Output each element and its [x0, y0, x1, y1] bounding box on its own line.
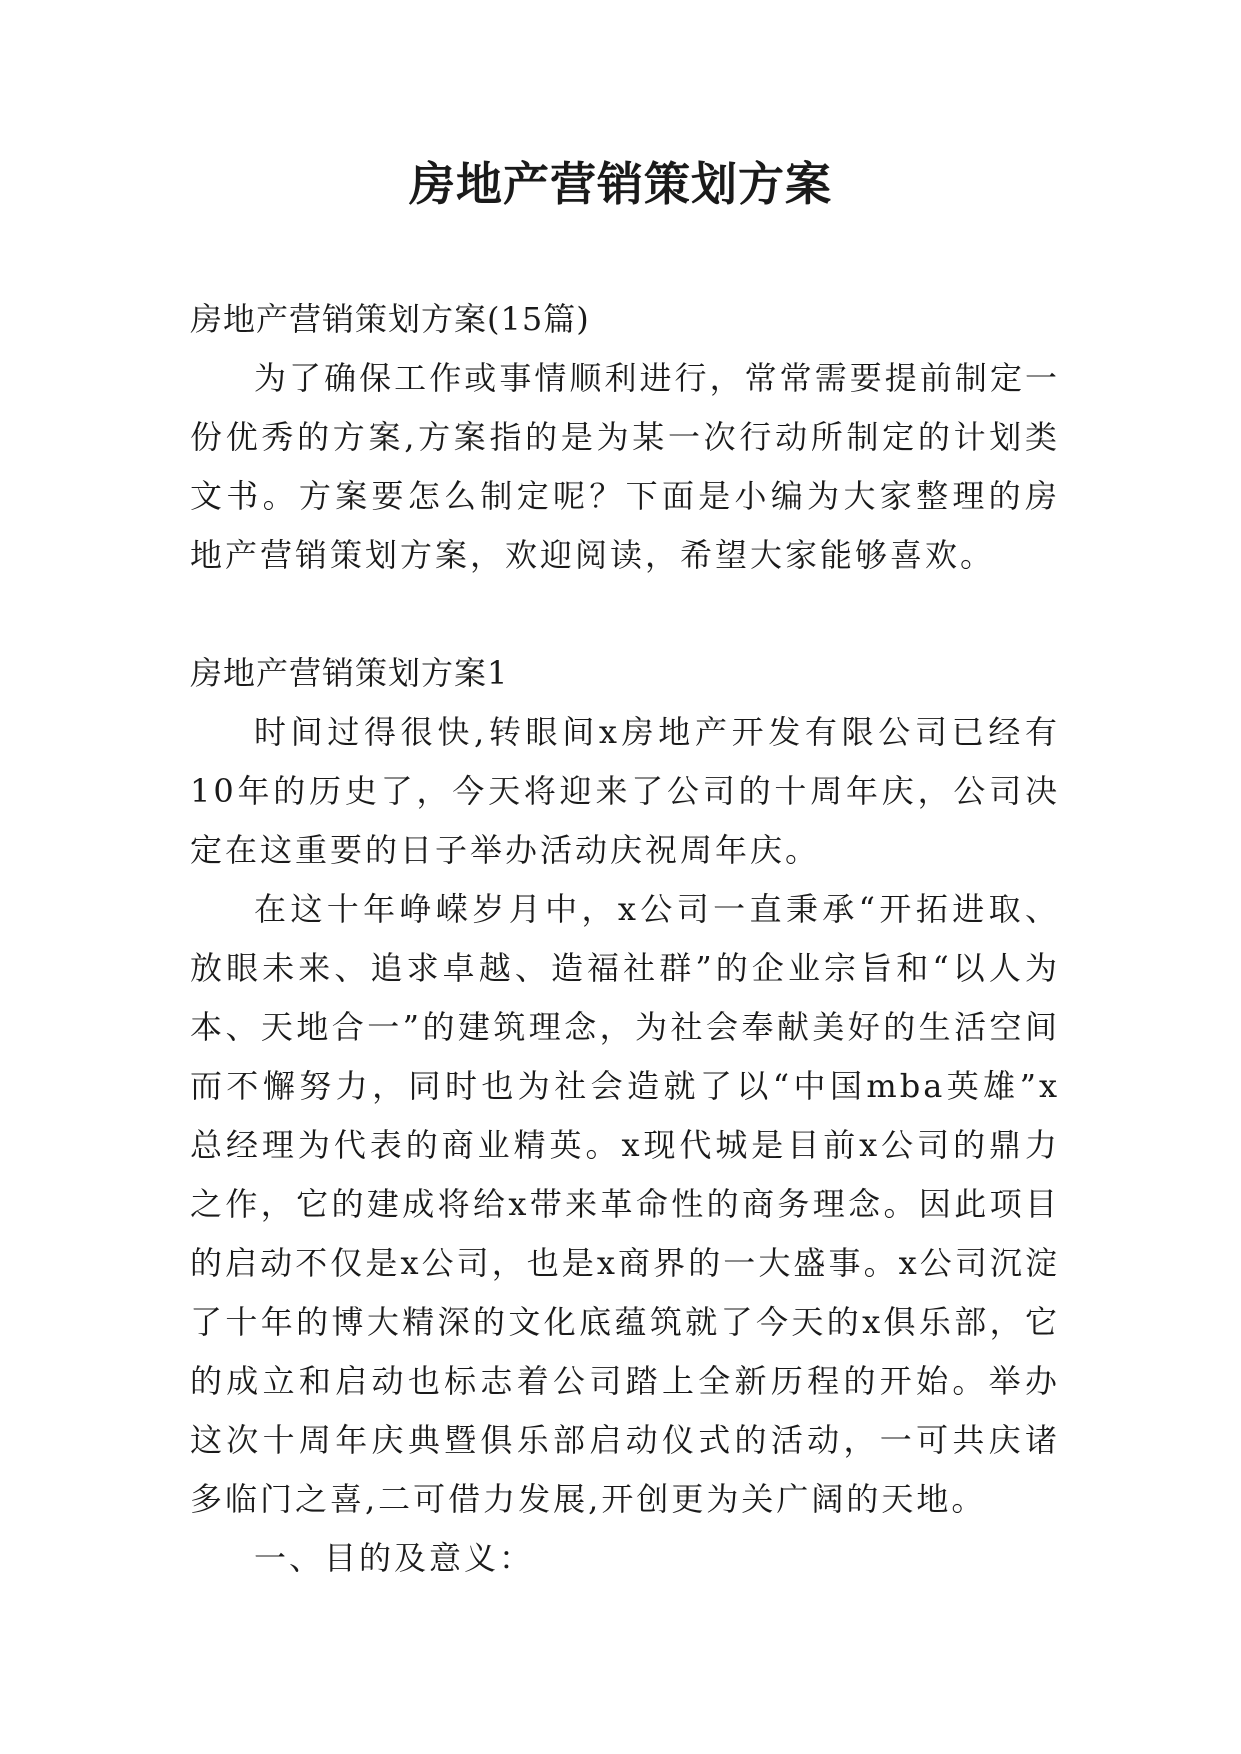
document-body — [190, 290, 1060, 1588]
intro-paragraph: 为了确保工作或事情顺利进行，常常需要提前制定一份优秀的方案,方案指的是为某一次行动所制定的计划类文书。方案要怎么制定呢？下面是小编为大家整理的房地产营销策划方案，欢迎阅读，希望大家能够喜欢。 — [190, 359, 1060, 574]
list-heading: 一、目的及意义： — [254, 1539, 535, 1577]
section-spacer — [190, 585, 1060, 644]
section-heading: 房地产营销策划方案1 — [190, 654, 509, 692]
body-paragraph: 在这十年峥嵘岁月中，x公司一直秉承“开拓进取、放眼未来、追求卓越、造福社群”的企业宗旨和“以人为本、天地合一”的建筑理念，为社会奉献美好的生活空间而不懈努力，同时也为社会造就了以“中国mba英雄”x总经理为代表的商业精英。x现代城是目前x公司的鼎力之作，它的建成将给x带来革命性的商务理念。因此项目的启动不仅是x公司，也是x商界的一大盛事。x公司沉淀了十年的博大精深的文化底蕴筑就了今天的x俱乐部，它的成立和启动也标志着公司踏上全新历程的开始。举办这次十周年庆典暨俱乐部启动仪式的活动，一可共庆诸多临门之喜,二可借力发展,开创更为关广阔的天地。 — [190, 890, 1060, 1518]
document-title: 房地产营销策划方案 — [409, 157, 832, 211]
body-paragraph: 时间过得很快,转眼间x房地产开发有限公司已经有10年的历史了，今天将迎来了公司的十周年庆，公司决定在这重要的日子举办活动庆祝周年庆。 — [190, 713, 1060, 869]
document-subtitle: 房地产营销策划方案(15篇) — [190, 300, 590, 338]
